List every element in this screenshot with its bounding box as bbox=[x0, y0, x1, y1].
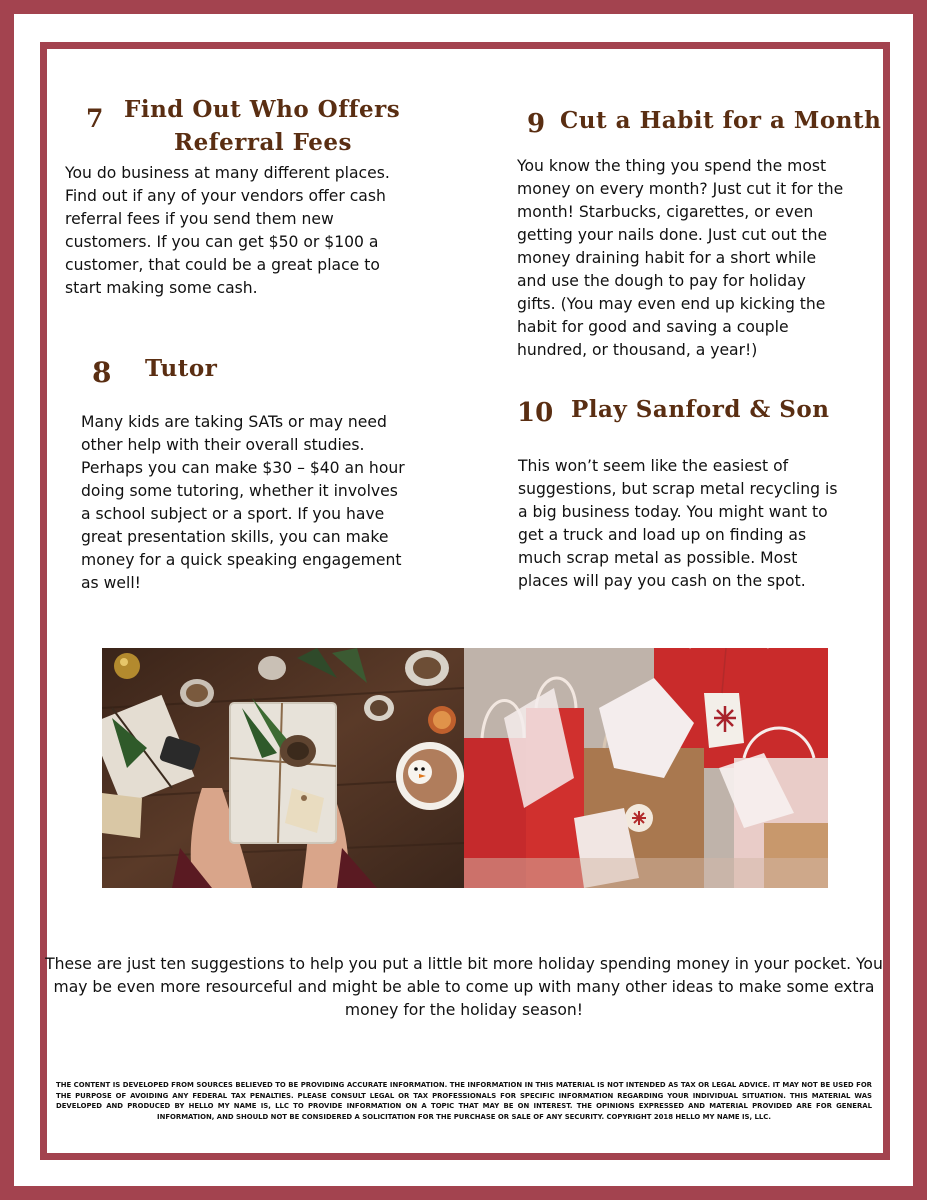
section-7-body: You do business at many different places. Find out if any of your vendors offer cash referral fees if you send them new customers. If you can get $50 or $100 a customer, that could be a great place to start making some cash. bbox=[65, 164, 390, 297]
gift-wrapping-illustration bbox=[102, 648, 464, 888]
section-7-title-line2: Referral Fees bbox=[174, 129, 352, 156]
section-8-body: Many kids are taking SATs or may need other help with their overall studies. Perhaps you can make $30 – $40 an hour doing some tutoring, whether it involves a school subject or a sport. If you have great presentation skills, you can make money for a quick speaking engagement as well! bbox=[81, 413, 405, 592]
section-10-body: This won’t seem like the easiest of suggestions, but scrap metal recycling is a big business today. You might want to get a truck and load up on finding as much scrap metal as possible. Most places will pay you cash on the spot. bbox=[518, 457, 838, 590]
gift-wrapping-photo bbox=[102, 648, 464, 888]
section-9-body: You know the thing you spend the most money on every month? Just cut it for the month! Starbucks, cigarettes, or even getting your nails done. Just cut out the money draining habit for a short while and use the dough to pay for holiday gifts. (You may even end up kicking the habit for good and saving a couple hundred, or thousand, a year!) bbox=[517, 157, 844, 359]
closing-paragraph: These are just ten suggestions to help you put a little bit more holiday spending money in your pocket. You may be even more resourceful and might be able to come up with many other ideas to make some extra money for the holiday season! bbox=[45, 955, 883, 1019]
section-9-title: Cut a Habit for a Month bbox=[560, 107, 882, 134]
section-10-number: 10 bbox=[517, 398, 554, 428]
section-9-number: 9 bbox=[527, 109, 546, 139]
shopping-bags-illustration bbox=[464, 648, 828, 888]
section-8-title: Tutor bbox=[145, 355, 218, 382]
section-10-title: Play Sanford & Son bbox=[571, 396, 830, 423]
section-7-number: 7 bbox=[86, 104, 104, 133]
section-7-title-line1: Find Out Who Offers bbox=[124, 96, 401, 123]
legal-disclaimer: THE CONTENT IS DEVELOPED FROM SOURCES BELIEVED TO BE PROVIDING ACCURATE INFORMATION. THE INFORMATION IN THIS MATERIAL IS NOT INTENDED AS TAX OR LEGAL ADVICE. IT MAY NOT BE USED FOR THE PURPOSE OF AVOIDING ANY FEDERAL TAX PENALTIES. PLEASE CONSULT LEGAL OR TAX PROFESSIONALS FOR SPECIFIC INFORMATION REGARDING YOUR INDIVIDUAL SITUATION. THIS MATERIAL WAS DEVELOPED AND PRODUCED BY HELLO MY NAME IS, LLC TO PROVIDE INFORMATION ON A TOPIC THAT MAY BE ON INTEREST. THE OPINIONS EXPRESSED AND MATERIAL PROVIDED ARE FOR GENERAL INFORMATION, AND SHOULD NOT BE CONSIDERED A SOLICITATION FOR THE PURCHASE OR SALE OF ANY SECURITY. COPYRIGHT 2018 HELLO MY NAME IS, LLC. bbox=[56, 1081, 872, 1121]
section-8-number: 8 bbox=[92, 356, 112, 389]
shopping-bags-photo bbox=[464, 648, 828, 888]
